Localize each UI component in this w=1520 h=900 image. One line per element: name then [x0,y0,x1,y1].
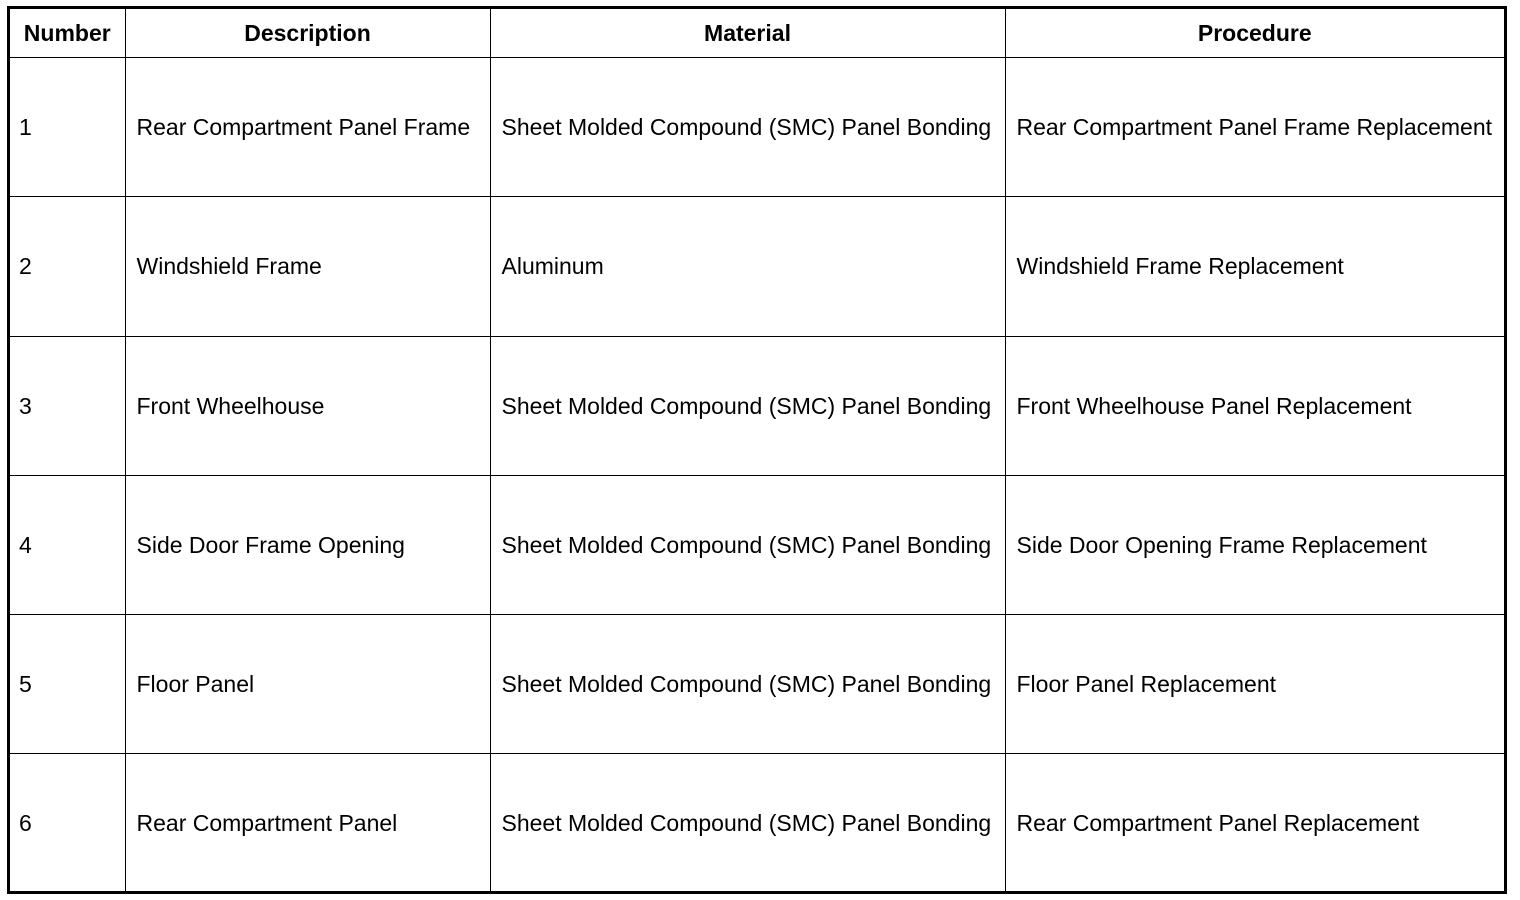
cell-number: 6 [10,754,125,891]
cell-description: Rear Compartment Panel Frame [125,58,490,197]
cell-number: 4 [10,475,125,614]
table-row [10,475,1504,614]
table-row [10,336,1504,475]
cell-description: Floor Panel [125,615,490,754]
parts-table-container [7,6,1507,894]
cell-material: Sheet Molded Compound (SMC) Panel Bonding [490,615,1005,754]
cell-procedure: Front Wheelhouse Panel Replacement [1005,336,1504,475]
table-row [10,615,1504,754]
parts-table [10,9,1504,891]
table-header-row [10,9,1504,58]
cell-procedure: Rear Compartment Panel Replacement [1005,754,1504,891]
cell-description: Side Door Frame Opening [125,475,490,614]
cell-procedure: Windshield Frame Replacement [1005,197,1504,336]
header-description: Description [125,9,490,58]
cell-material: Sheet Molded Compound (SMC) Panel Bonding [490,475,1005,614]
cell-material: Sheet Molded Compound (SMC) Panel Bonding [490,336,1005,475]
cell-description: Front Wheelhouse [125,336,490,475]
cell-material: Sheet Molded Compound (SMC) Panel Bonding [490,754,1005,891]
header-procedure: Procedure [1005,9,1504,58]
table-row [10,754,1504,891]
cell-procedure: Floor Panel Replacement [1005,615,1504,754]
cell-procedure: Side Door Opening Frame Replacement [1005,475,1504,614]
header-material: Material [490,9,1005,58]
cell-material: Aluminum [490,197,1005,336]
cell-number: 2 [10,197,125,336]
cell-description: Windshield Frame [125,197,490,336]
cell-description: Rear Compartment Panel [125,754,490,891]
cell-number: 1 [10,58,125,197]
header-number: Number [10,9,125,58]
cell-number: 3 [10,336,125,475]
table-row [10,58,1504,197]
cell-material: Sheet Molded Compound (SMC) Panel Bonding [490,58,1005,197]
cell-number: 5 [10,615,125,754]
table-row [10,197,1504,336]
cell-procedure: Rear Compartment Panel Frame Replacement [1005,58,1504,197]
